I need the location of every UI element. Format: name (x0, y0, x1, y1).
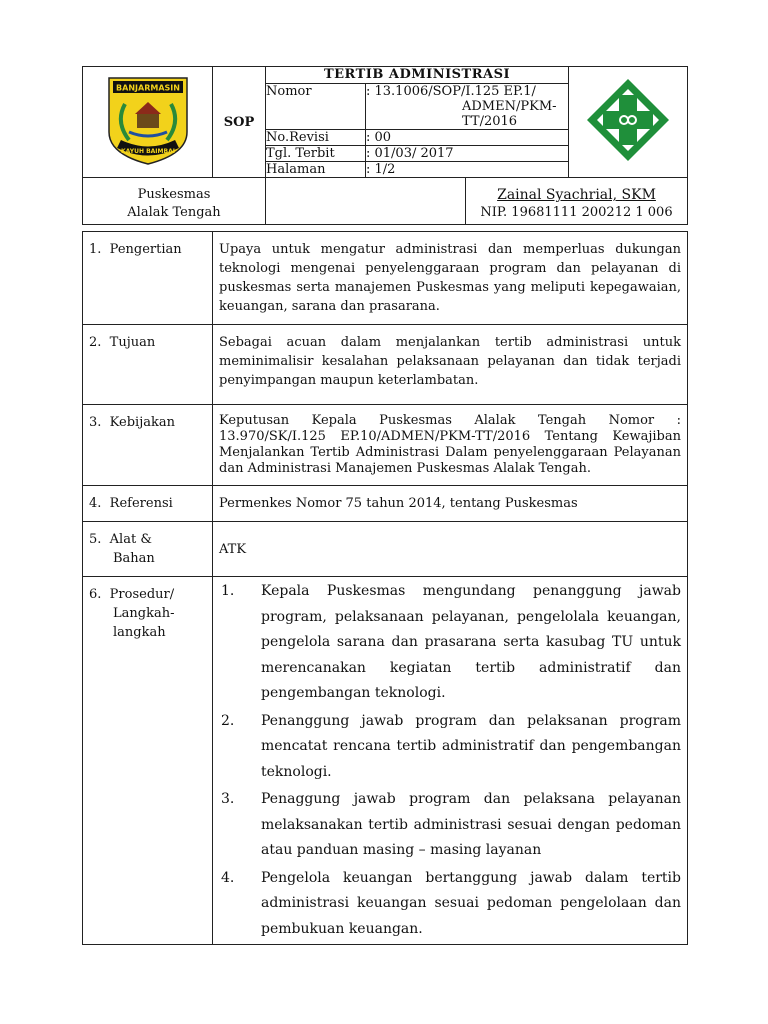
meta-value-revisi: : 00 (366, 130, 569, 146)
section-body: Upaya untuk mengatur administrasi dan memperluas dukungan teknologi mengenai penyelenggaraan program dan pelayanan di puskesmas serta manajemen Puskesmas yang meliputi kepegawaian, keuangan, sarana dan prasarana. (213, 232, 688, 325)
section-label: 2. Tujuan (83, 325, 213, 405)
section-row (83, 232, 688, 325)
section-label: 5. Alat & Bahan (83, 522, 213, 577)
section-row (83, 486, 688, 522)
section-body: Sebagai acuan dalam menjalankan tertib administrasi untuk meminimalisir kesalahan pelaksanaan pelayanan dan tidak terjadi penyimpangan maupun keterlambatan. (213, 325, 688, 405)
sop-header-table (82, 66, 688, 225)
emblem-text-top: BANJARMASIN (115, 83, 180, 93)
meta-value-terbit: : 01/03/ 2017 (366, 146, 569, 162)
section-body: Keputusan Kepala Puskesmas Alalak Tengah Nomor : 13.970/SK/I.125 EP.10/ADMEN/PKM-TT/2016 Tentang Kewajiban Menjalankan Tertib Administrasi Dalam penyelenggaraan Pelayanan dan Administrasi Manajemen Puskesmas Alalak Tengah. (213, 405, 688, 486)
sop-label: SOP (213, 67, 266, 178)
procedure-label: 6. Prosedur/ Langkah- langkah (83, 577, 213, 945)
signer-name: Zainal Syachrial, SKM (497, 187, 656, 203)
section-row (83, 325, 688, 405)
meta-label-nomor: Nomor (266, 84, 366, 130)
procedure-row (83, 577, 688, 945)
section-body: ATK (213, 522, 688, 577)
list-item: 3. Penaggung jawab program dan pelaksana pelayanan melaksanakan tertib administrasi sesuai dengan pedoman atau panduan masing – masing layanan (221, 791, 681, 858)
meta-label-terbit: Tgl. Terbit (266, 146, 366, 162)
procedure-body (213, 577, 688, 945)
section-body: Permenkes Nomor 75 tahun 2014, tentang Puskesmas (213, 486, 688, 522)
procedure-steps (213, 579, 681, 942)
unit-line2: Alalak Tengah (127, 205, 221, 220)
section-row (83, 522, 688, 577)
unit-line1: Puskesmas (137, 187, 211, 202)
signatory (466, 178, 688, 225)
list-item: 2. Penanggung jawab program dan pelaksanan program mencatat rencana tertib administratif dan pengembangan teknologi. (221, 712, 681, 780)
document-title: TERTIB ADMINISTRASI (266, 67, 569, 84)
list-item: 4. Pengelola keuangan bertanggung jawab dalam tertib administrasi keuangan sesuai pedoman pengelolaan dan pembukuan keuangan. (221, 869, 681, 937)
puskesmas-logo-icon (583, 75, 673, 165)
unit-name (83, 178, 266, 225)
sop-document (82, 66, 687, 945)
meta-value-nomor-line2: ADMEN/PKM-TT/2016 (462, 99, 557, 129)
section-label: 1. Pengertian (83, 232, 213, 325)
meta-value-nomor-line1: : 13.1006/SOP/I.125 EP.1/ (366, 84, 536, 99)
emblem-text-bottom: KAYUH BAIMBAI (120, 148, 175, 155)
meta-value-nomor (366, 84, 569, 130)
sop-body-table (82, 231, 688, 945)
blank-cell (266, 178, 466, 225)
section-row (83, 405, 688, 486)
puskesmas-logo-cell (569, 67, 688, 178)
meta-value-halaman: : 1/2 (366, 162, 569, 178)
section-label: 4. Referensi (83, 486, 213, 522)
meta-label-halaman: Halaman (266, 162, 366, 178)
city-emblem-cell (83, 67, 213, 178)
section-label: 3. Kebijakan (83, 405, 213, 486)
list-item: 1. Kepala Puskesmas mengundang penanggung jawab program, pelaksanaan pelayanan, pengelolala keuangan, pengelola sarana dan prasarana serta kasubag TU untuk merencanakan kegiatan tertib administratif dan pengembangan teknologi. (221, 583, 681, 701)
signer-nip: NIP. 19681111 200212 1 006 (480, 205, 673, 220)
meta-label-revisi: No.Revisi (266, 130, 366, 146)
banjarmasin-emblem-icon (105, 74, 191, 166)
